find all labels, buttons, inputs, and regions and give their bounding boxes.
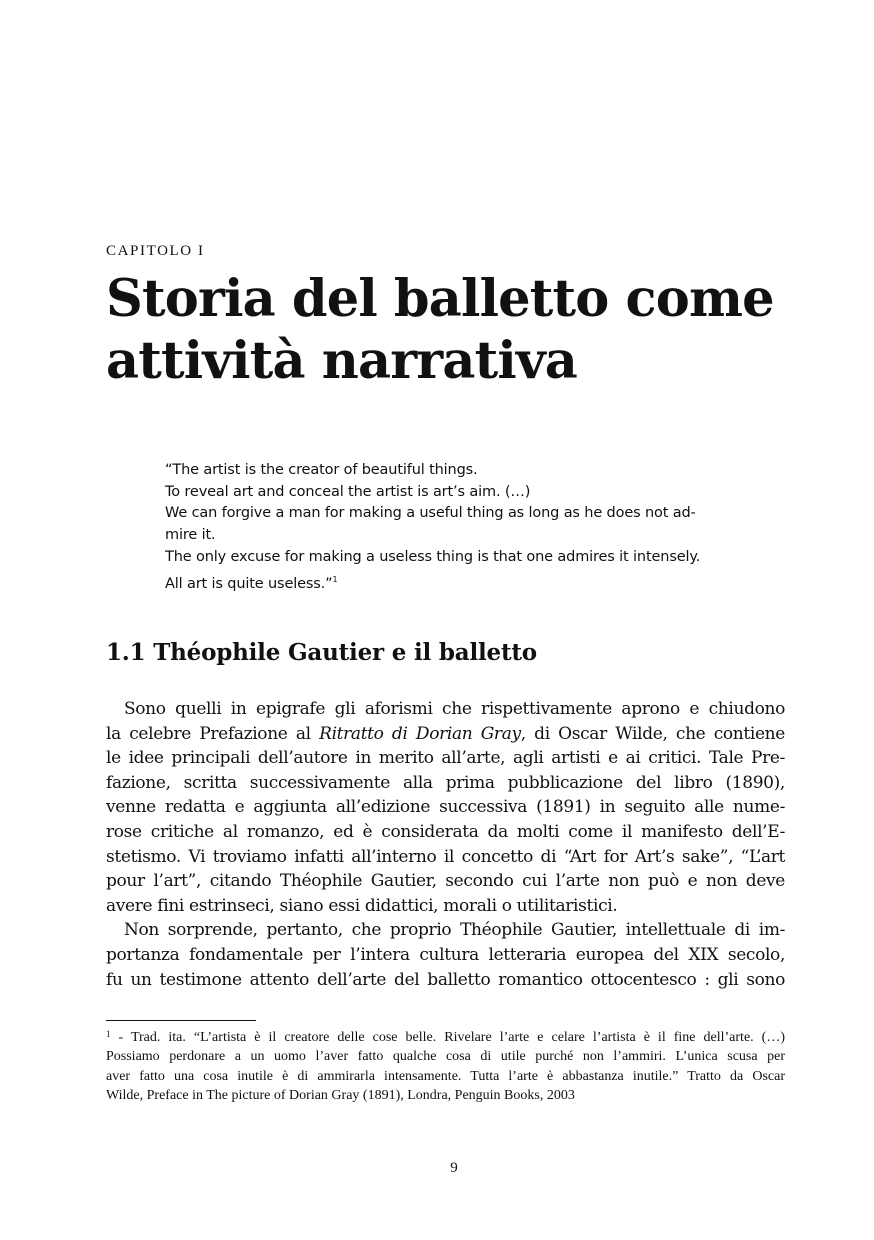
epigraph-line: The only excuse for making a useless thing is that one admires it intensely. [165, 548, 701, 565]
epigraph-line: We can forgive a man for making a useful thing as long as he does not ad- [165, 505, 696, 522]
footnote-line: Possiamo perdonare a un uomo l’aver fatto qualche cosa di utile purché non l’ammiri. L’unica scusa per [106, 1049, 785, 1065]
body-line: fu un testimone attento dell’arte del balletto romantico ottocentesco : gli sono [106, 969, 785, 990]
body-line: avere fini estrinseci, siano essi didattici, morali o utilitaristici. [106, 895, 618, 916]
section-heading: 1.1 Théophile Gautier e il balletto [106, 639, 537, 666]
body-text [106, 697, 785, 992]
book-title: Ritratto di Dorian Gray [319, 723, 521, 744]
body-line-text: la celebre Prefazione al [106, 723, 320, 744]
footnote-line [106, 1025, 785, 1047]
body-line: fazione, scritta successivamente alla prima pubblicazione del libro (1890), [106, 772, 785, 793]
epigraph-line: mire it. [165, 527, 216, 544]
body-line-text: , di Oscar Wilde, che contiene [520, 723, 785, 744]
chapter-label: CAPITOLO I [106, 243, 205, 259]
epigraph-line-last [165, 569, 735, 596]
body-line: pour l’art”, citando Théophile Gautier, secondo cui l’arte non può e non deve [106, 871, 785, 892]
chapter-title-line: attività narrativa [106, 331, 578, 391]
footnote-marker: 1 [106, 1029, 111, 1039]
chapter-title-line: Storia del balletto come [106, 269, 774, 329]
footnote-divider [106, 1020, 256, 1021]
epigraph [165, 460, 735, 595]
page-number: 9 [450, 1160, 458, 1176]
footnote-reference[interactable]: 1 [332, 574, 338, 584]
body-line: venne redatta e aggiunta all’edizione successiva (1891) in seguito alle nume- [106, 797, 785, 818]
footnote-line-text: - Trad. ita. “L’artista è il creatore delle cose belle. Rivelare l’arte e celare l’artista è il fine dell’arte. (…) [110, 1030, 785, 1045]
footnote-line: aver fatto una cosa inutile è di ammirarla intensamente. Tutta l’arte è abbastanza inutile.” Tratto da Oscar [106, 1068, 785, 1084]
body-line: Sono quelli in epigrafe gli aforismi che rispettivamente aprono e chiudono [124, 699, 785, 719]
chapter-title [106, 268, 806, 392]
body-line: stetismo. Vi troviamo infatti all’interno il concetto di “Art for Art’s sake”, “L’art [106, 846, 785, 867]
body-line: Non sorprende, pertanto, che proprio Théophile Gautier, intellettuale di im- [124, 920, 785, 941]
body-line: portanza fondamentale per l’intera cultura letteraria europea del XIX secolo, [106, 944, 785, 965]
footnote-line: Wilde, Preface in The picture of Dorian Gray (1891), Londra, Penguin Books, 2003 [106, 1087, 575, 1103]
epigraph-line: “The artist is the creator of beautiful things. [165, 462, 478, 478]
body-line [106, 722, 785, 747]
footnote [106, 1025, 785, 1105]
epigraph-line-text: All art is quite useless.” [165, 575, 333, 592]
epigraph-line: To reveal art and conceal the artist is art’s aim. (…) [165, 483, 531, 500]
body-line: le idee principali dell’autore in merito all’arte, agli artisti e ai critici. Tale Pre- [106, 748, 785, 769]
body-line: rose critiche al romanzo, ed è considerata da molti come il manifesto dell’E- [106, 821, 785, 842]
